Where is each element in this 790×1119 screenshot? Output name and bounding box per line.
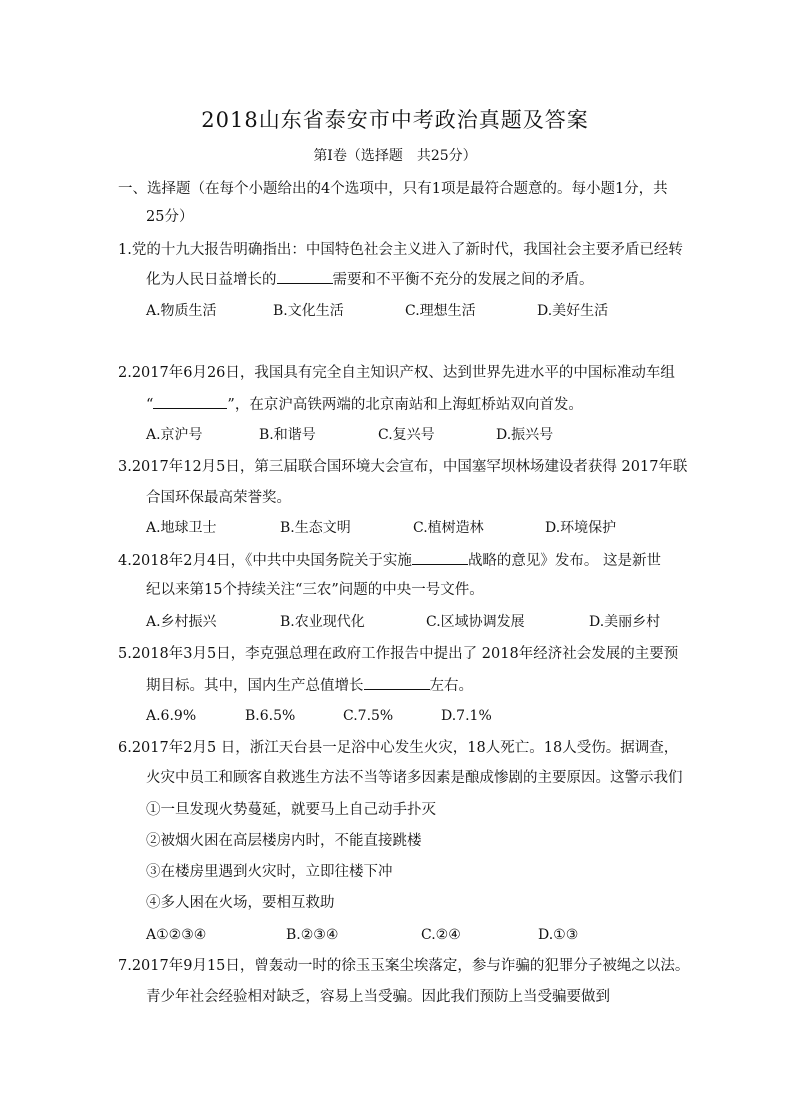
q6-option-c: C.②④ (421, 927, 461, 943)
q1-option-b: B.文化生活 (273, 303, 344, 319)
q3-line2: 合国环保最高荣誉奖。 (146, 490, 291, 506)
q1-line2-text-b: 需要和不平衡不充分的发展之间的矛盾。 (332, 272, 594, 288)
q3-option-d: D.环境保护 (545, 520, 617, 536)
q4-answer-blank (412, 550, 468, 565)
section-instruction-line1: 一、选择题（在每个小题给出的4个选项中，只有1项是最符合题意的。每小题1分，共 (118, 181, 668, 197)
q1-answer-blank (277, 269, 333, 284)
q6-line2: 火灾中员工和顾客自救逃生方法不当等诸多因素是酿成惨剧的主要原因。这警示我们 (146, 770, 683, 786)
q4-line1 (118, 550, 661, 571)
q4-line1-text-a: 4.2018年2月4日，《中共中央国务院关于实施 (118, 553, 412, 569)
q2-option-c: C.复兴号 (378, 427, 435, 443)
q5-line1: 5.2018年3月5日，李克强总理在政府工作报告中提出了 2018年经济社会发展的主要预 (118, 646, 679, 662)
q3-option-b: B.生态文明 (280, 520, 351, 536)
q6-option-d: D.①③ (538, 927, 579, 943)
q7-line2: 青少年社会经验相对缺乏，容易上当受骗。因此我们预防上当受骗要做到 (146, 989, 610, 1005)
q6-item-3: ③在楼房里遇到火灾时，立即往楼下冲 (146, 864, 393, 880)
q6-item-1: ①一旦发现火势蔓延，就要马上自己动手扑灭 (146, 802, 436, 818)
q6-option-b: B.②③④ (286, 927, 339, 943)
q6-item-2: ②被烟火困在高层楼房内时，不能直接跳楼 (146, 833, 422, 849)
q4-line2: 纪以来第15个持续关注“三农”问题的中央一号文件。 (146, 582, 484, 598)
q5-option-b: B.6.5% (245, 708, 296, 724)
q5-line2-text-a: 期目标。其中，国内生产总值增长 (146, 678, 364, 694)
q7-line1: 7.2017年9月15日，曾轰动一时的徐玉玉案尘埃落定，参与诈骗的犯罪分子被绳之以法。 (118, 958, 690, 974)
q3-line1: 3.2017年12月5日，第三届联合国环境大会宣布，中国塞罕坝林场建设者获得 2017年联 (118, 459, 688, 475)
q1-line2-text-a: 化为人民日益增长的 (146, 272, 277, 288)
q5-line2 (146, 675, 473, 696)
q1-option-d: D.美好生活 (537, 303, 609, 319)
q2-answer-blank (153, 394, 227, 409)
q5-line2-text-b: 左右。 (429, 678, 473, 694)
q4-option-a: A.乡村振兴 (146, 614, 217, 630)
page-subtitle: 第Ⅰ卷（选择题 共25分） (313, 148, 477, 164)
q6-line1: 6.2017年2月5 日，浙江天台县一足浴中心发生火灾，18人死亡。18人受伤。据调查， (118, 740, 679, 756)
q5-option-d: D.7.1% (441, 708, 492, 724)
q4-option-b: B.农业现代化 (280, 614, 365, 630)
section-instruction-line2: 25分） (146, 209, 194, 225)
q2-line2-text-a: “ (146, 397, 154, 413)
q4-option-d: D.美丽乡村 (589, 614, 661, 630)
q5-option-a: A.6.9% (146, 708, 197, 724)
q5-answer-blank (364, 675, 430, 690)
q5-option-c: C.7.5% (343, 708, 394, 724)
q1-line2 (146, 269, 594, 290)
q2-option-a: A.京沪号 (146, 427, 203, 443)
q6-option-a: A①②③④ (146, 927, 207, 943)
q4-option-c: C.区域协调发展 (426, 614, 525, 630)
q2-line2-text-b: ”，在京沪高铁两端的北京南站和上海虹桥站双向首发。 (227, 397, 583, 413)
page-title: 2018山东省泰安市中考政治真题及答案 (201, 108, 589, 132)
q1-option-c: C.理想生活 (405, 303, 476, 319)
q2-option-b: B.和谐号 (259, 427, 316, 443)
q2-line1: 2.2017年6月26日，我国具有完全自主知识产权、达到世界先进水平的中国标准动车组 (118, 365, 675, 381)
q1-option-a: A.物质生活 (146, 303, 217, 319)
q1-line1: 1.党的十九大报告明确指出：中国特色社会主义进入了新时代，我国社会主要矛盾已经转 (118, 242, 683, 258)
q3-option-c: C.植树造林 (413, 520, 484, 536)
q6-item-4: ④多人困在火场，要相互救助 (146, 895, 335, 911)
q2-line2 (146, 394, 583, 415)
q3-option-a: A.地球卫士 (146, 520, 217, 536)
q4-line1-text-b: 战略的意见》发布。 这是新世 (467, 553, 662, 569)
q2-option-d: D.振兴号 (496, 427, 554, 443)
